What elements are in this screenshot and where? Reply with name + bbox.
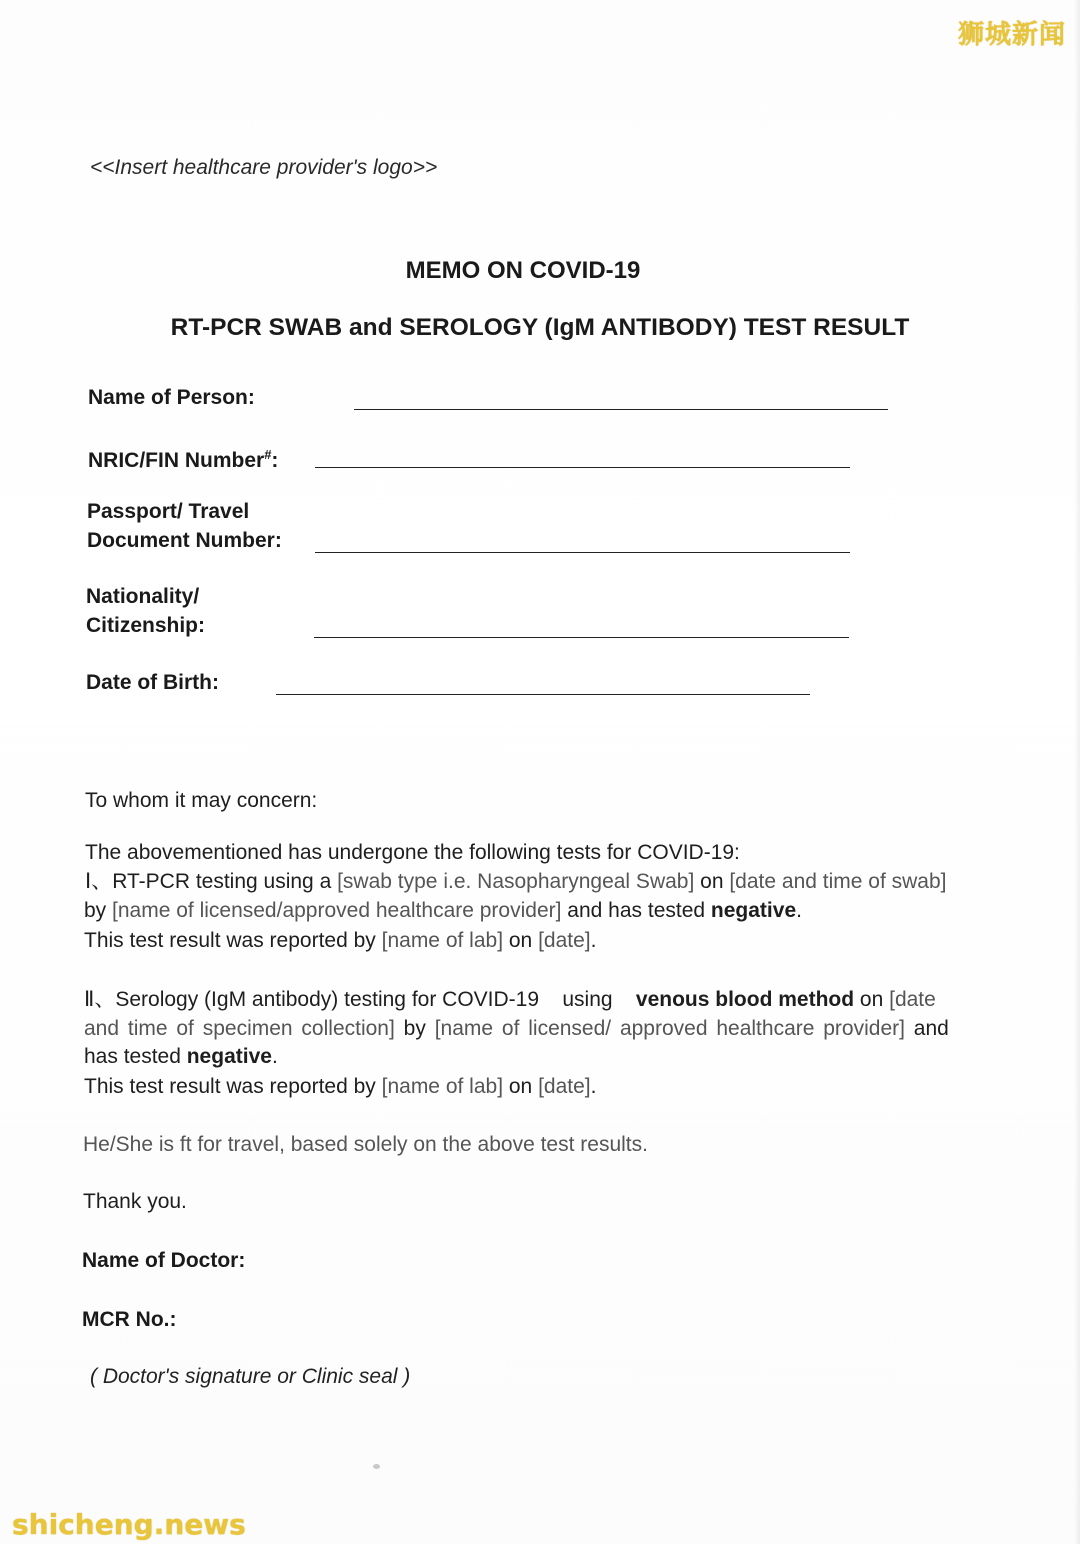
test1-line1: Ⅰ、RT-PCR testing using a [swab type i.e. Nasopharyngeal Swab] on [date and time of swab]: [85, 870, 947, 893]
test1-reported: This test result was reported by [name of lab] on [date].: [84, 929, 597, 952]
field-line-name[interactable]: [354, 409, 888, 410]
scan-speck: [373, 1464, 380, 1469]
memo-title: MEMO ON COVID-19: [405, 257, 641, 284]
superscript-mark: #: [264, 447, 272, 462]
doctor-name-label: Name of Doctor:: [82, 1249, 246, 1272]
test2-reported: This test result was reported by [name of lab] on [date].: [84, 1075, 597, 1098]
signature-note: ( Doctor's signature or Clinic seal ): [90, 1365, 411, 1388]
field-line-nric[interactable]: [315, 467, 850, 468]
field-label-nric: NRIC/FIN Number#:: [88, 447, 279, 472]
salutation: To whom it may concern:: [85, 789, 318, 812]
field-label-passport-1: Passport/ Travel: [87, 500, 250, 523]
field-line-nationality[interactable]: [314, 637, 849, 638]
field-line-dob[interactable]: [276, 694, 810, 695]
field-label-name: Name of Person:: [88, 386, 255, 409]
mcr-label: MCR No.:: [82, 1308, 177, 1331]
field-label-passport-2: Document Number:: [87, 529, 282, 552]
test2-line1: Ⅱ、Serology (IgM antibody) testing for COVID-19 using venous blood method on [date: [84, 988, 936, 1011]
logo-placeholder-text: <<Insert healthcare provider's logo>>: [90, 156, 438, 179]
field-line-passport[interactable]: [315, 552, 850, 553]
field-label-nationality-2: Citizenship:: [86, 614, 205, 637]
memo-subtitle: RT-PCR SWAB and SEROLOGY (IgM ANTIBODY) TEST RESULT: [170, 314, 910, 341]
fit-statement: He/She is ft for travel, based solely on the above test results.: [83, 1133, 648, 1156]
intro-text: The abovementioned has undergone the following tests for COVID-19:: [85, 841, 740, 864]
field-label-nationality-1: Nationality/: [86, 585, 200, 608]
field-label-dob: Date of Birth:: [86, 671, 219, 694]
test2-result: negative: [186, 1045, 272, 1068]
thanks-text: Thank you.: [83, 1190, 187, 1213]
test2-line3: has tested negative.: [84, 1045, 278, 1068]
test1-line2: by [name of licensed/approved healthcare provider] and has tested negative.: [84, 899, 802, 922]
watermark-bottom: shicheng.news: [12, 1508, 246, 1541]
test2-line2: and time of specimen collection] by [name of licensed/ approved healthcare provider] and: [84, 1017, 949, 1040]
page-edge-shadow: [1074, 0, 1080, 1544]
watermark-top: 狮城新闻: [958, 20, 1067, 50]
test1-result: negative: [710, 899, 797, 922]
